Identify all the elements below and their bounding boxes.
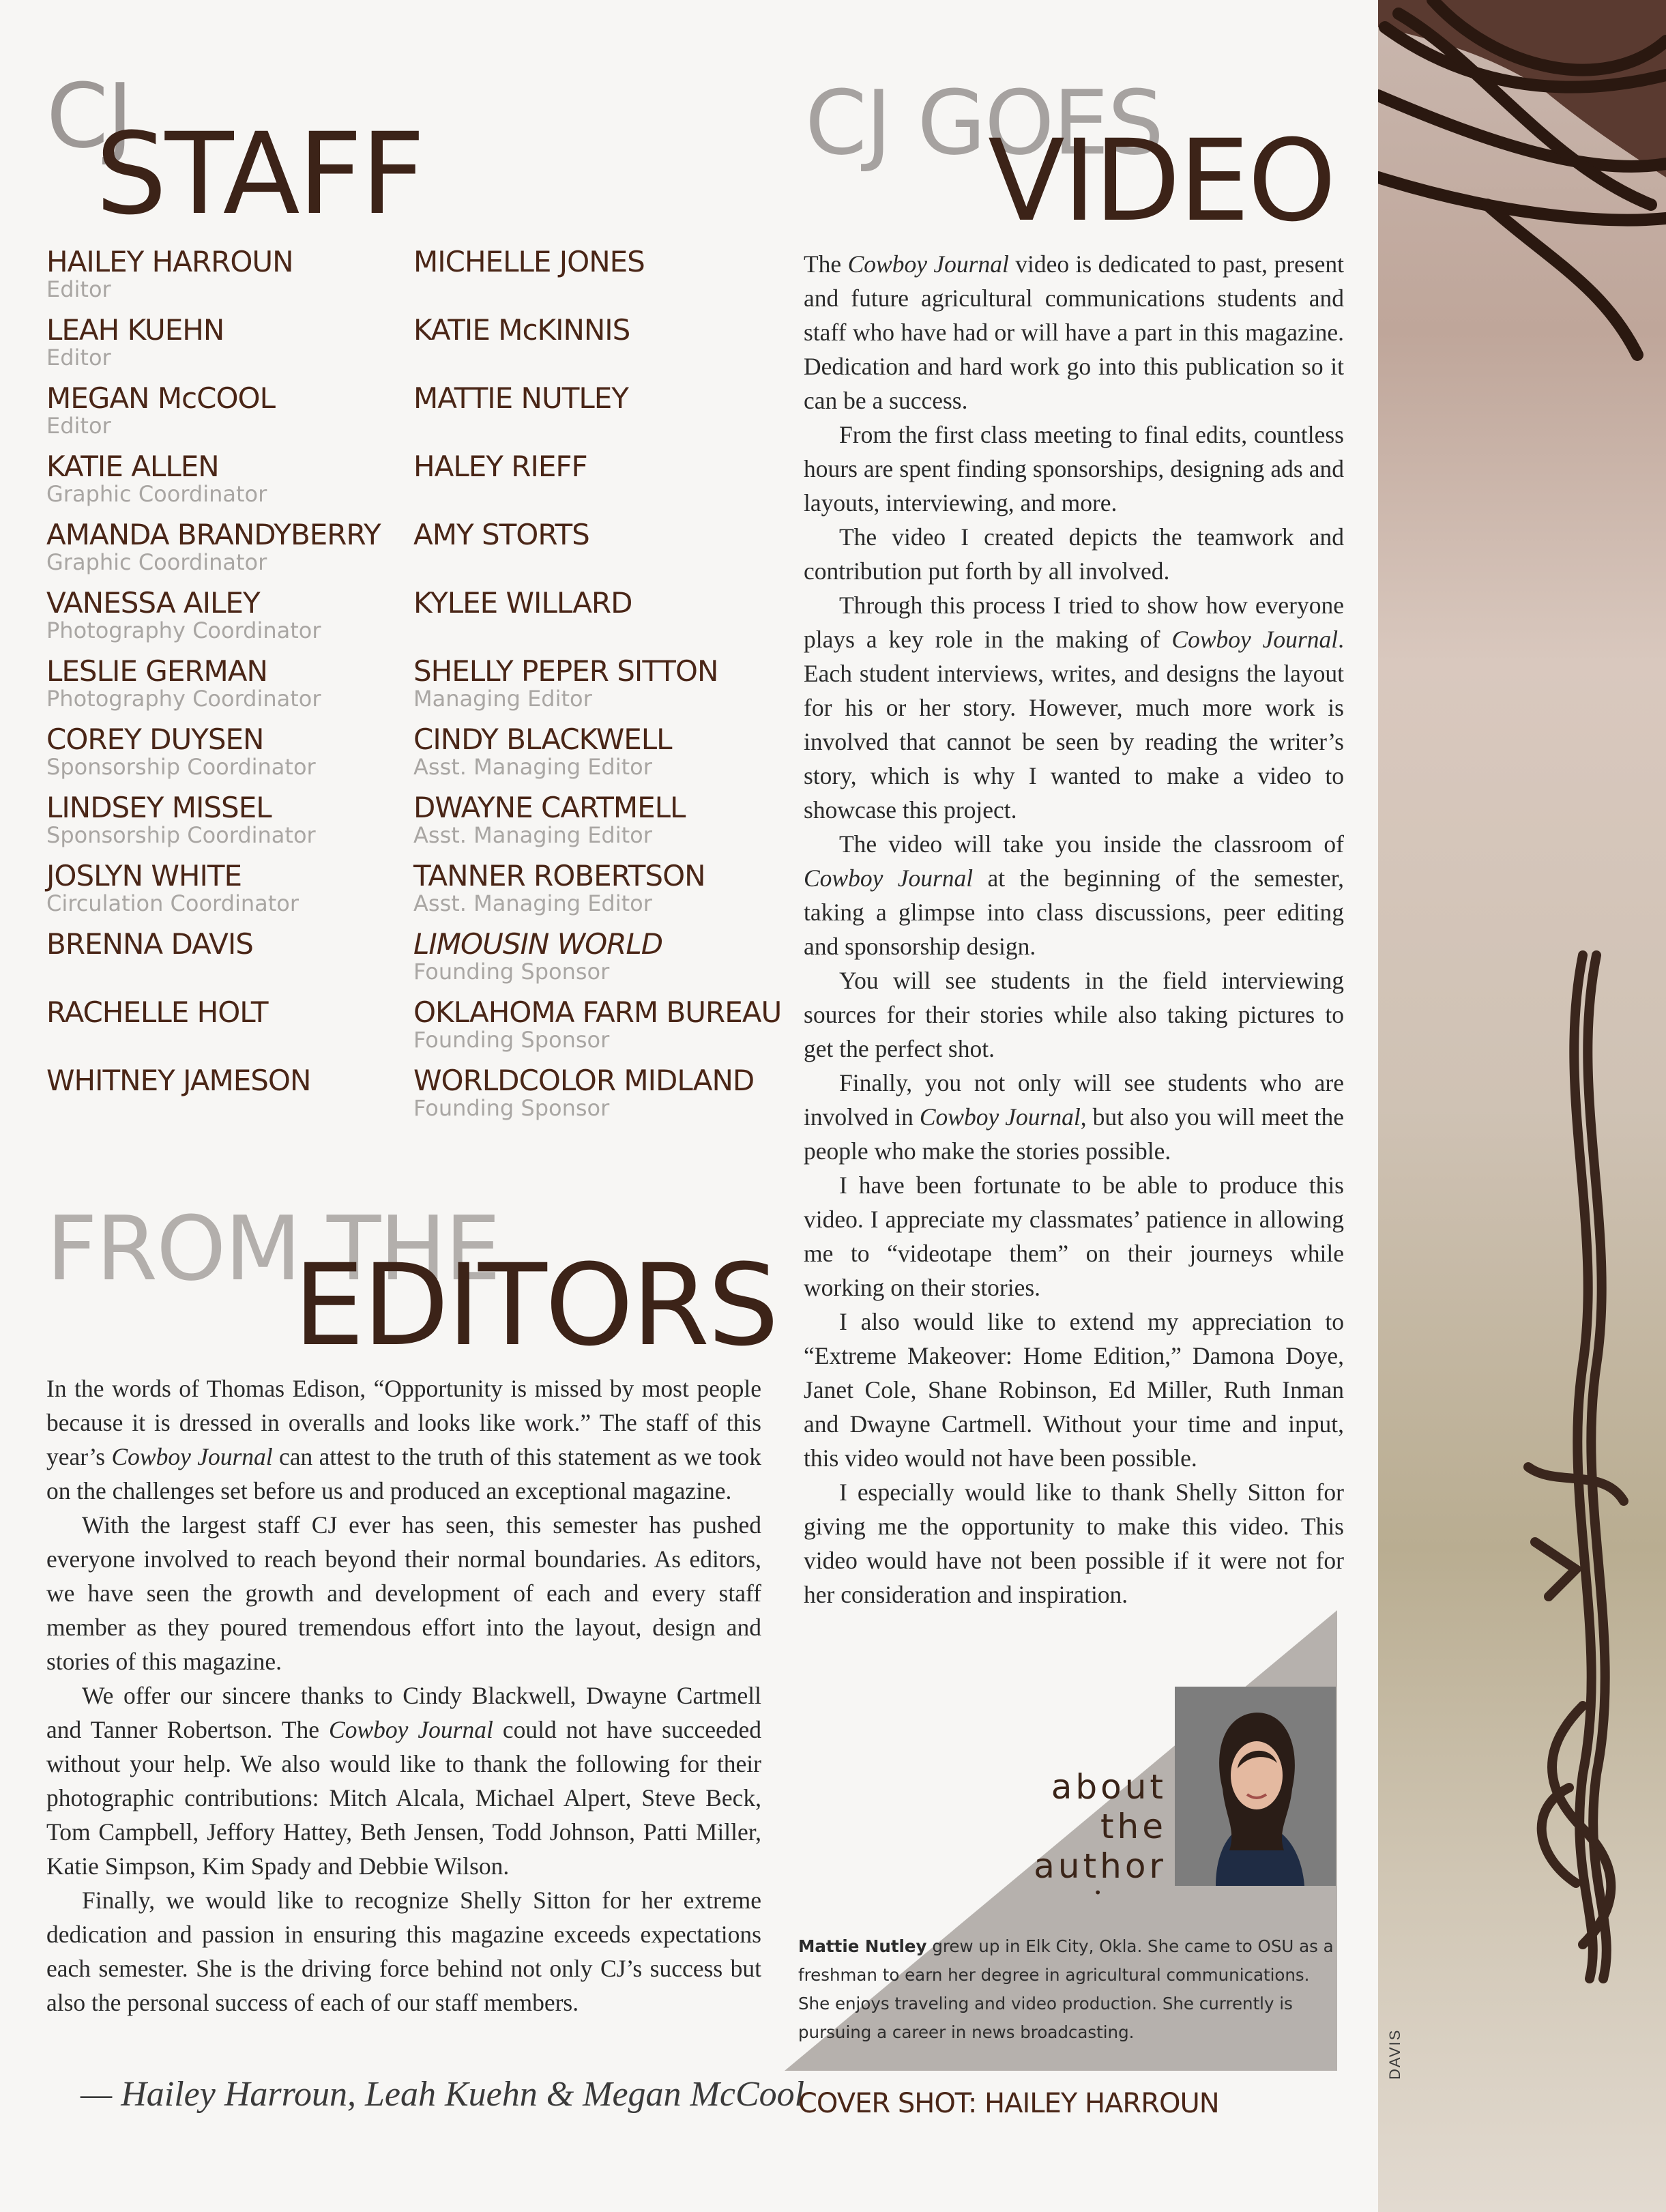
staff-entry bbox=[46, 860, 381, 928]
video-paragraph bbox=[804, 963, 1344, 1066]
staff-role: Asst. Managing Editor bbox=[413, 822, 652, 848]
staff-role: Circulation Coordinator bbox=[46, 890, 299, 916]
staff-entry bbox=[413, 450, 781, 519]
staff-role: Sponsorship Coordinator bbox=[46, 754, 316, 780]
staff-name: AMANDA BRANDYBERRY bbox=[46, 518, 381, 551]
video-paragraph bbox=[804, 1066, 1344, 1168]
staff-entry bbox=[413, 1064, 781, 1133]
author-name: Mattie Nutley bbox=[798, 1936, 927, 1956]
video-paragraph bbox=[804, 520, 1344, 588]
staff-entry bbox=[46, 1064, 381, 1133]
editors-title: EDITORS bbox=[293, 1240, 778, 1371]
paragraph-text: The Cowboy Journal video is dedicated to past, present and future agricultural communications students and staff who have had or will have a part in this magazine. Dedication and hard work go into this publication so it can be a success. bbox=[804, 250, 1344, 414]
staff-name: HALEY RIEFF bbox=[413, 450, 587, 483]
about-heading-line: author bbox=[1034, 1846, 1167, 1886]
photo-credit bbox=[1386, 2059, 1404, 2080]
staff-entry bbox=[413, 587, 781, 655]
staff-name: CINDY BLACKWELL bbox=[413, 723, 672, 756]
about-author-heading bbox=[1010, 1767, 1167, 1900]
staff-entry bbox=[413, 791, 781, 860]
paragraph-text: Finally, you not only will see students who are involved in Cowboy Journal, but also you will meet the people who make the stories possible. bbox=[804, 1069, 1344, 1165]
about-heading-line: about bbox=[1051, 1767, 1167, 1807]
video-paragraph bbox=[804, 418, 1344, 520]
author-bio bbox=[798, 1932, 1337, 2047]
about-heading-line: the bbox=[1100, 1807, 1167, 1846]
staff-entry bbox=[46, 587, 381, 655]
staff-name: LESLIE GERMAN bbox=[46, 654, 267, 688]
staff-role: Founding Sponsor bbox=[413, 959, 610, 985]
staff-name: WORLDCOLOR MIDLAND bbox=[413, 1064, 755, 1097]
staff-entry bbox=[46, 314, 381, 382]
staff-name: VANESSA AILEY bbox=[46, 586, 260, 620]
editors-ghost-title: FROM THE bbox=[46, 1197, 500, 1300]
staff-entry bbox=[46, 791, 381, 860]
staff-role: Sponsorship Coordinator bbox=[46, 822, 316, 848]
editors-paragraph bbox=[46, 1678, 761, 1883]
staff-name: KATIE ALLEN bbox=[46, 450, 219, 483]
staff-name: LINDSEY MISSEL bbox=[46, 791, 272, 824]
staff-role: Graphic Coordinator bbox=[46, 549, 267, 575]
staff-title: STAFF bbox=[96, 108, 424, 239]
staff-right-column bbox=[413, 246, 781, 1133]
staff-role: Founding Sponsor bbox=[413, 1027, 610, 1053]
paragraph-text: From the first class meeting to final edits, countless hours are spent finding sponsorships, designing ads and layouts, interviewing, and more. bbox=[804, 421, 1344, 516]
video-paragraph bbox=[804, 1305, 1344, 1475]
staff-entry bbox=[46, 928, 381, 996]
staff-role: Managing Editor bbox=[413, 686, 592, 712]
editors-letter bbox=[46, 1371, 761, 2020]
video-paragraph bbox=[804, 1168, 1344, 1305]
author-photo bbox=[1175, 1687, 1336, 1886]
staff-name: HAILEY HARROUN bbox=[46, 245, 293, 278]
paragraph-text: I have been fortunate to be able to produce this video. I appreciate my classmates’ patience in allowing me to “videotape them” on their journeys while working on their stories. bbox=[804, 1172, 1344, 1301]
video-paragraph bbox=[804, 1475, 1344, 1612]
paragraph-text: I also would like to extend my appreciation to “Extreme Makeover: Home Edition,” Damona Doye, Janet Cole, Shane Robinson, Ed Miller, Ruth Inman and Dwayne Cartmell. Without your time and input, this video would not have been possible. bbox=[804, 1308, 1344, 1472]
staff-name: MEGAN McCOOL bbox=[46, 381, 275, 415]
staff-name: RACHELLE HOLT bbox=[46, 995, 268, 1029]
staff-ghost-title: CJ bbox=[46, 64, 132, 168]
bullet-dot: • bbox=[1094, 1884, 1102, 1901]
staff-entry bbox=[46, 996, 381, 1064]
staff-name: SHELLY PEPER SITTON bbox=[413, 654, 718, 688]
video-paragraph bbox=[804, 588, 1344, 827]
staff-entry bbox=[413, 314, 781, 382]
paragraph-text: Finally, we would like to recognize Shelly Sitton for her extreme dedication and passion in ensuring this magazine exceeds expectations each semester. She is the driving force behind not only CJ’s success but also the personal success of each of our staff members. bbox=[46, 1887, 761, 2016]
staff-name: OKLAHOMA FARM BUREAU bbox=[413, 995, 782, 1029]
paragraph-text: In the words of Thomas Edison, “Opportunity is missed by most people because it is dressed in overalls and looks like work.” The staff of this year’s Cowboy Journal can attest to the truth of this statement as we took on the challenges set before us and produced an exceptional magazine. bbox=[46, 1375, 761, 1504]
paragraph-text: With the largest staff CJ ever has seen, this semester has pushed everyone involved to reach beyond their normal boundaries. As editors, we have seen the growth and development of each and every staff member as they poured tremendous effort into the layout, design and stories of this magazine. bbox=[46, 1511, 761, 1675]
staff-name: KATIE McKINNIS bbox=[413, 313, 630, 347]
staff-entry bbox=[413, 723, 781, 791]
staff-name: LEAH KUEHN bbox=[46, 313, 224, 347]
editors-paragraph bbox=[46, 1508, 761, 1678]
video-title: VIDEO bbox=[988, 115, 1334, 246]
staff-entry bbox=[413, 655, 781, 723]
editors-paragraph bbox=[46, 1371, 761, 1508]
staff-entry bbox=[46, 450, 381, 519]
video-ghost-title: CJ GOES bbox=[805, 71, 1163, 175]
paragraph-text: Through this process I tried to show how everyone plays a key role in the making of Cowboy Journal. Each student interviews, writes, and designs the layout for his or her story. However, much more work is involved that cannot be seen by reading the writer’s story, which is why I wanted to make a video to showcase this project. bbox=[804, 592, 1344, 824]
staff-name: BRENNA DAVIS bbox=[46, 927, 253, 961]
staff-entry bbox=[46, 246, 381, 314]
staff-role: Asst. Managing Editor bbox=[413, 754, 652, 780]
staff-role: Founding Sponsor bbox=[413, 1095, 610, 1121]
paragraph-text: I especially would like to thank Shelly Sitton for giving me the opportunity to make this video. This video would have not been possible if it were not for her consideration and inspiration. bbox=[804, 1479, 1344, 1608]
staff-name: KYLEE WILLARD bbox=[413, 586, 632, 620]
video-paragraph bbox=[804, 827, 1344, 963]
staff-name: WHITNEY JAMESON bbox=[46, 1064, 311, 1097]
staff-entry bbox=[46, 382, 381, 450]
staff-name: AMY STORTS bbox=[413, 518, 589, 551]
staff-entry bbox=[413, 246, 781, 314]
staff-name: MATTIE NUTLEY bbox=[413, 381, 628, 415]
staff-role: Editor bbox=[46, 345, 111, 370]
staff-name: TANNER ROBERTSON bbox=[413, 859, 705, 892]
author-bio-text: grew up in Elk City, Okla. She came to OSU as a freshman to earn her degree in agricultural communications. She enjoys traveling and video production. She currently is pursuing a career in news broadcasting. bbox=[798, 1936, 1334, 2042]
staff-role: Editor bbox=[46, 413, 111, 439]
staff-name: JOSLYN WHITE bbox=[46, 859, 242, 892]
staff-entry bbox=[46, 655, 381, 723]
paragraph-text: The video will take you inside the classroom of Cowboy Journal at the beginning of the semester, taking a glimpse into class discussions, peer editing and sponsorship design. bbox=[804, 830, 1344, 960]
staff-role: Editor bbox=[46, 276, 111, 302]
staff-entry bbox=[413, 519, 781, 587]
paragraph-text: The video I created depicts the teamwork and contribution put forth by all involved. bbox=[804, 523, 1344, 585]
paragraph-text: We offer our sincere thanks to Cindy Blackwell, Dwayne Cartmell and Tanner Robertson. The Cowboy Journal could not have succeeded without your help. We also would like to thank the following for their photographic contributions: Mitch Alcala, Michael Alpert, Steve Beck, Tom Campbell, Jeffory Hattey, Beth Jensen, Todd Johnson, Patti Miller, Katie Simpson, Kim Spady and Debbie Wilson. bbox=[46, 1682, 761, 1880]
author-portrait-image bbox=[1175, 1687, 1336, 1886]
staff-name: COREY DUYSEN bbox=[46, 723, 264, 756]
barbed-wire-image bbox=[1378, 0, 1666, 2212]
staff-entry bbox=[413, 860, 781, 928]
staff-name: LIMOUSIN WORLD bbox=[413, 927, 663, 961]
staff-left-column bbox=[46, 246, 381, 1133]
video-article bbox=[804, 247, 1344, 1612]
staff-entry bbox=[413, 996, 781, 1064]
staff-role: Graphic Coordinator bbox=[46, 481, 267, 507]
staff-entry bbox=[413, 928, 781, 996]
staff-name: MICHELLE JONES bbox=[413, 245, 645, 278]
staff-role: Photography Coordinator bbox=[46, 686, 321, 712]
staff-role: Asst. Managing Editor bbox=[413, 890, 652, 916]
barbed-wire-photo bbox=[1378, 0, 1666, 2212]
editors-paragraph bbox=[46, 1883, 761, 2020]
staff-name: DWAYNE CARTMELL bbox=[413, 791, 686, 824]
video-paragraph bbox=[804, 247, 1344, 418]
paragraph-text: You will see students in the field interviewing sources for their stories while also taking pictures to get the perfect shot. bbox=[804, 967, 1344, 1062]
cover-shot-credit: COVER SHOT: HAILEY HARROUN bbox=[798, 2088, 1219, 2119]
staff-role: Photography Coordinator bbox=[46, 617, 321, 643]
editors-signature: — Hailey Harroun, Leah Kuehn & Megan McCool bbox=[81, 2075, 805, 2114]
staff-entry bbox=[46, 723, 381, 791]
staff-entry bbox=[413, 382, 781, 450]
staff-entry bbox=[46, 519, 381, 587]
